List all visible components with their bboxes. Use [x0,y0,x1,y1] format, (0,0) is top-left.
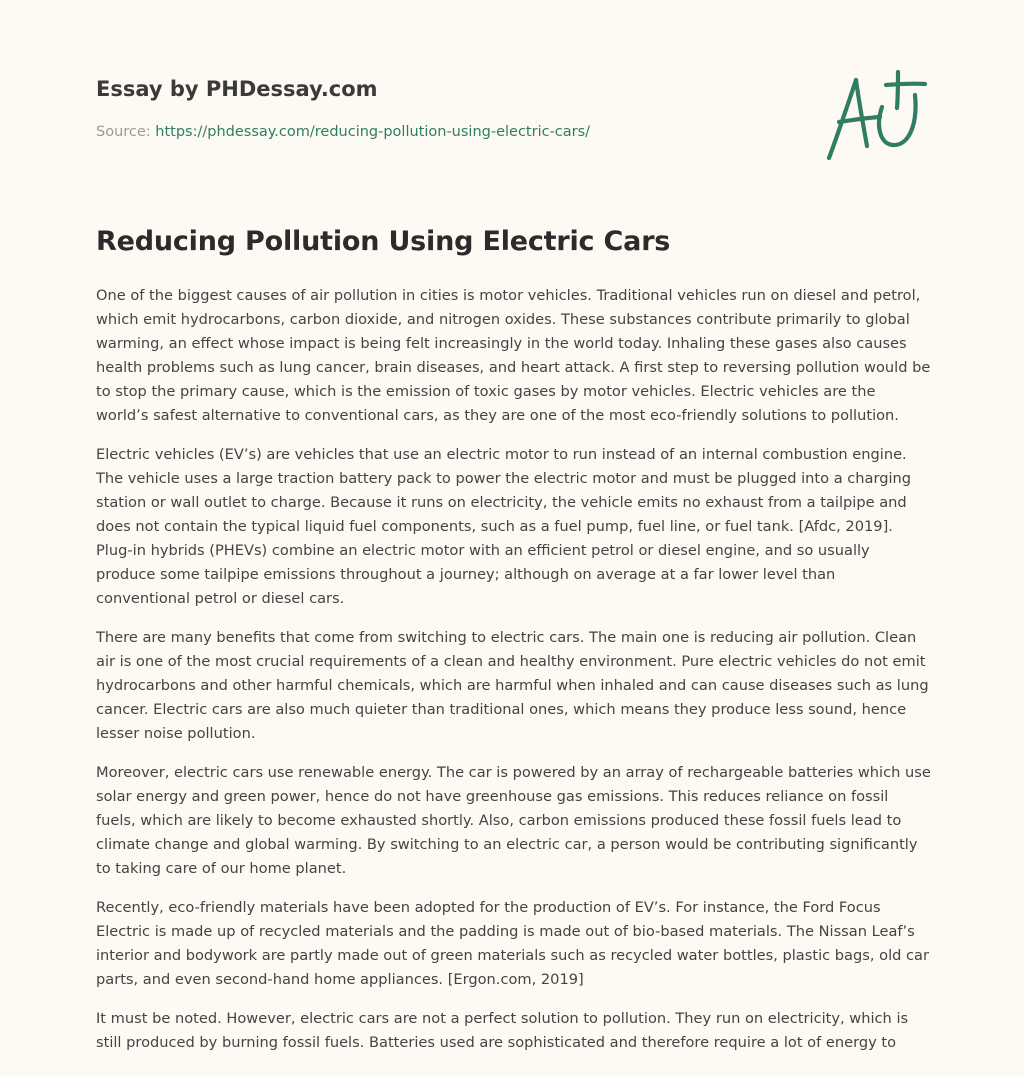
essay-paragraph: Recently, eco-friendly materials have been adopted for the production of EV’s. For instance, the Ford Focus Electric is made up of recycled materials and the padding is made out of bio-based materials. The Nissan Leaf’s interior and bodywork are partly made out of green materials such as recycled water bottles, plastic bags, old car parts, and even second-hand home appliances. [Ergon.com, 2019] [96,899,929,988]
essay-paragraph: It must be noted. However, electric cars are not a perfect solution to pollution. They run on electricity, which is still produced by burning fossil fuels. Batteries used are sophisticated and therefore require a lot of energy to [96,1010,909,1051]
essay-title: Reducing Pollution Using Electric Cars [96,226,671,257]
essay-body [96,284,932,1070]
source-link[interactable]: https://phdessay.com/reducing-pollution-using-electric-cars/ [155,124,591,140]
essay-paragraph: Electric vehicles (EV’s) are vehicles that use an electric motor to run instead of an internal combustion engine. The vehicle uses a large traction battery pack to power the electric motor and must be plugged into a charging station or wall outlet to charge. Because it runs on electricity, the vehicle emits no exhaust from a tailpipe and does not contain the typical liquid fuel components, such as a fuel pump, fuel line, or fuel tank. [Afdc, 2019]. Plug-in hybrids (PHEVs) combine an electric motor with an efficient petrol or diesel engine, and so usually produce some tailpipe emissions throughout a journey; although on average at a far lower level than conventional petrol or diesel cars. [96,446,912,607]
source-line [96,124,590,140]
essay-paragraph: Moreover, electric cars use renewable energy. The car is powered by an array of rechargeable batteries which use solar energy and green power, hence do not have greenhouse gas emissions. This reduces reliance on fossil fuels, which are likely to become exhausted shortly. Also, carbon emissions produced these fossil fuels lead to climate change and global warming. By switching to an electric car, a person would be contributing significantly to taking care of our home planet. [96,764,931,877]
essay-paragraph: There are many benefits that come from switching to electric cars. The main one is reducing air pollution. Clean air is one of the most crucial requirements of a clean and healthy environment. Pure electric vehicles do not emit hydrocarbons and other harmful chemicals, which are harmful when inhaled and can cause diseases such as lung cancer. Electric cars are also much quieter than traditional ones, which means they produce less sound, hence lesser noise pollution. [96,629,929,742]
a-plus-logo-icon [822,68,928,164]
source-label: Source: [96,124,151,140]
site-brand: Essay by PHDessay.com [96,77,378,101]
essay-paragraph: One of the biggest causes of air pollution in cities is motor vehicles. Traditional vehicles run on diesel and petrol, which emit hydrocarbons, carbon dioxide, and nitrogen oxides. These substances contribute primarily to global warming, an effect whose impact is being felt increasingly in the world today. Inhaling these gases also causes health problems such as lung cancer, brain diseases, and heart attack. A first step to reversing pollution would be to stop the primary cause, which is the emission of toxic gases by motor vehicles. Electric vehicles are the world’s safest alternative to conventional cars, as they are one of the most eco-friendly solutions to pollution. [96,287,931,424]
